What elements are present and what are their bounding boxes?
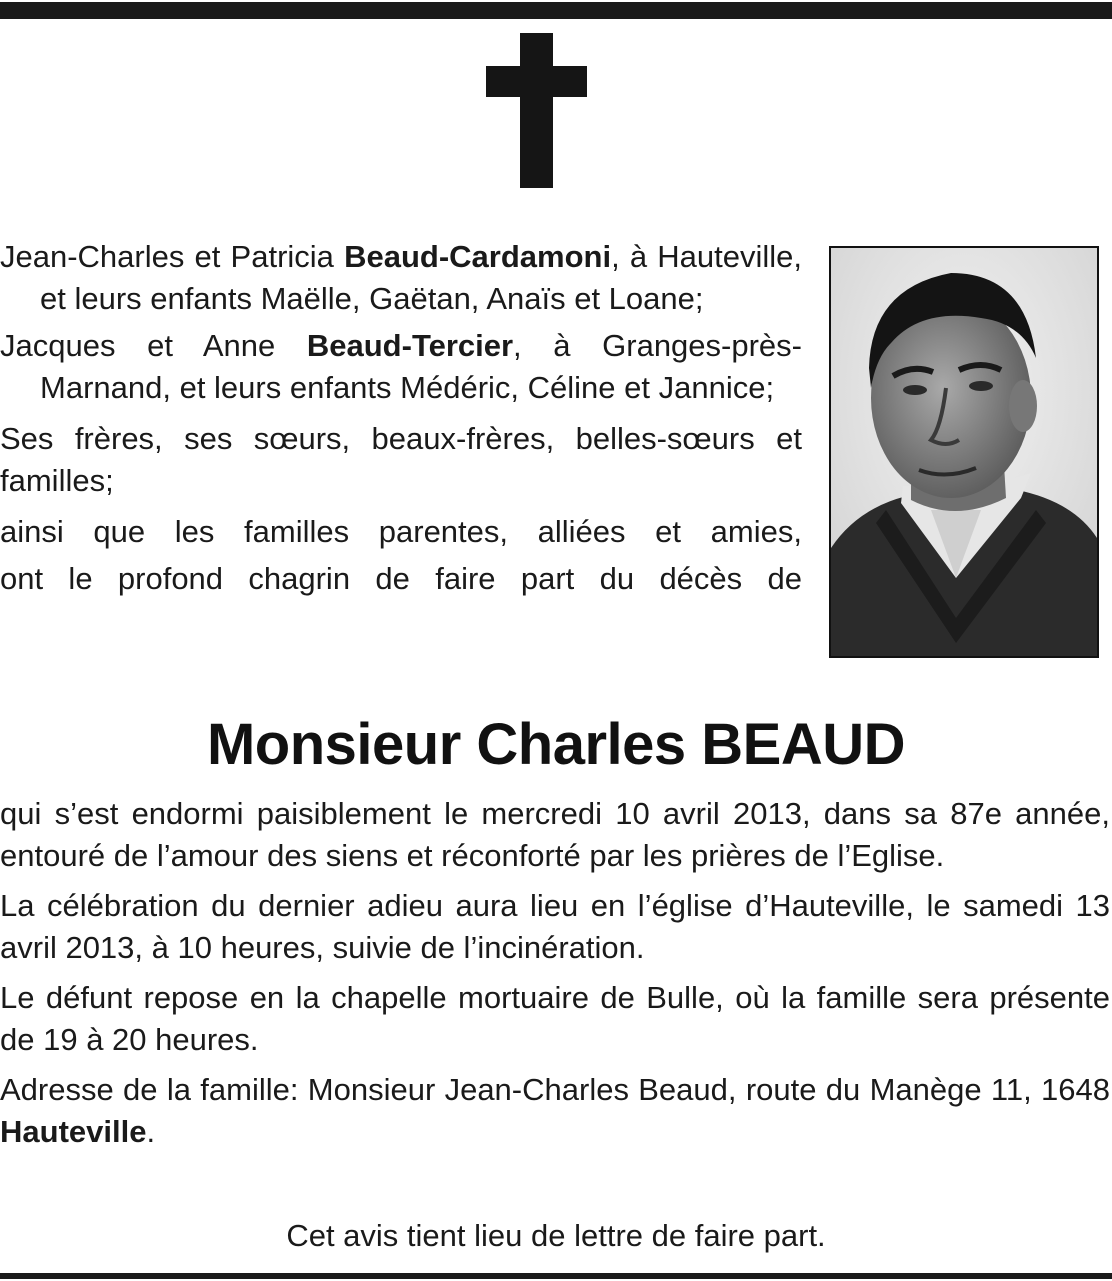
family-entry-1: Jean-Charles et Patricia Beaud-Cardamoni, à Hauteville, et leurs enfants Maëlle, Gaëtan, Anaïs et Loane; bbox=[0, 239, 802, 316]
portrait-photo bbox=[829, 246, 1099, 658]
notice-body bbox=[0, 793, 1110, 1161]
cross-icon bbox=[486, 33, 587, 188]
repose-paragraph: Le défunt repose en la chapelle mortuaire de Bulle, où la famille sera présente de 19 à 20 heures. bbox=[0, 980, 1110, 1057]
family-address-paragraph: Adresse de la famille: Monsieur Jean-Charles Beaud, route du Manège 11, 1648 Hauteville. bbox=[0, 1072, 1110, 1149]
address-town: Hauteville bbox=[0, 1114, 147, 1149]
passing-paragraph: qui s’est endormi paisiblement le mercredi 10 avril 2013, dans sa 87e année, entouré de l’amour des siens et réconforté par les prières de l’Eglise. bbox=[0, 796, 1110, 873]
deceased-name: Monsieur Charles BEAUD bbox=[206, 712, 906, 777]
family-name-1: Beaud-Cardamoni bbox=[344, 239, 612, 274]
closing-note: Cet avis tient lieu de lettre de faire part. bbox=[286, 1218, 826, 1253]
family-list bbox=[0, 236, 802, 605]
family-entry-2: Jacques et Anne Beaud-Tercier, à Granges-près-Marnand, et leurs enfants Médéric, Céline et Jannice; bbox=[0, 328, 802, 405]
announcement-line: ont le profond chagrin de faire part du décès de bbox=[0, 561, 802, 596]
ceremony-paragraph: La célébration du dernier adieu aura lieu en l’église d’Hauteville, le samedi 13 avril 2013, à 10 heures, suivie de l’incinération. bbox=[0, 888, 1110, 965]
family-entry-3: Ses frères, ses sœurs, beaux-frères, belles-sœurs et familles; bbox=[0, 421, 802, 498]
bottom-rule bbox=[0, 1273, 1112, 1279]
family-name-2: Beaud-Tercier bbox=[306, 328, 514, 363]
family-entry-4: ainsi que les familles parentes, alliées et amies, bbox=[0, 514, 802, 549]
top-rule bbox=[0, 2, 1112, 19]
